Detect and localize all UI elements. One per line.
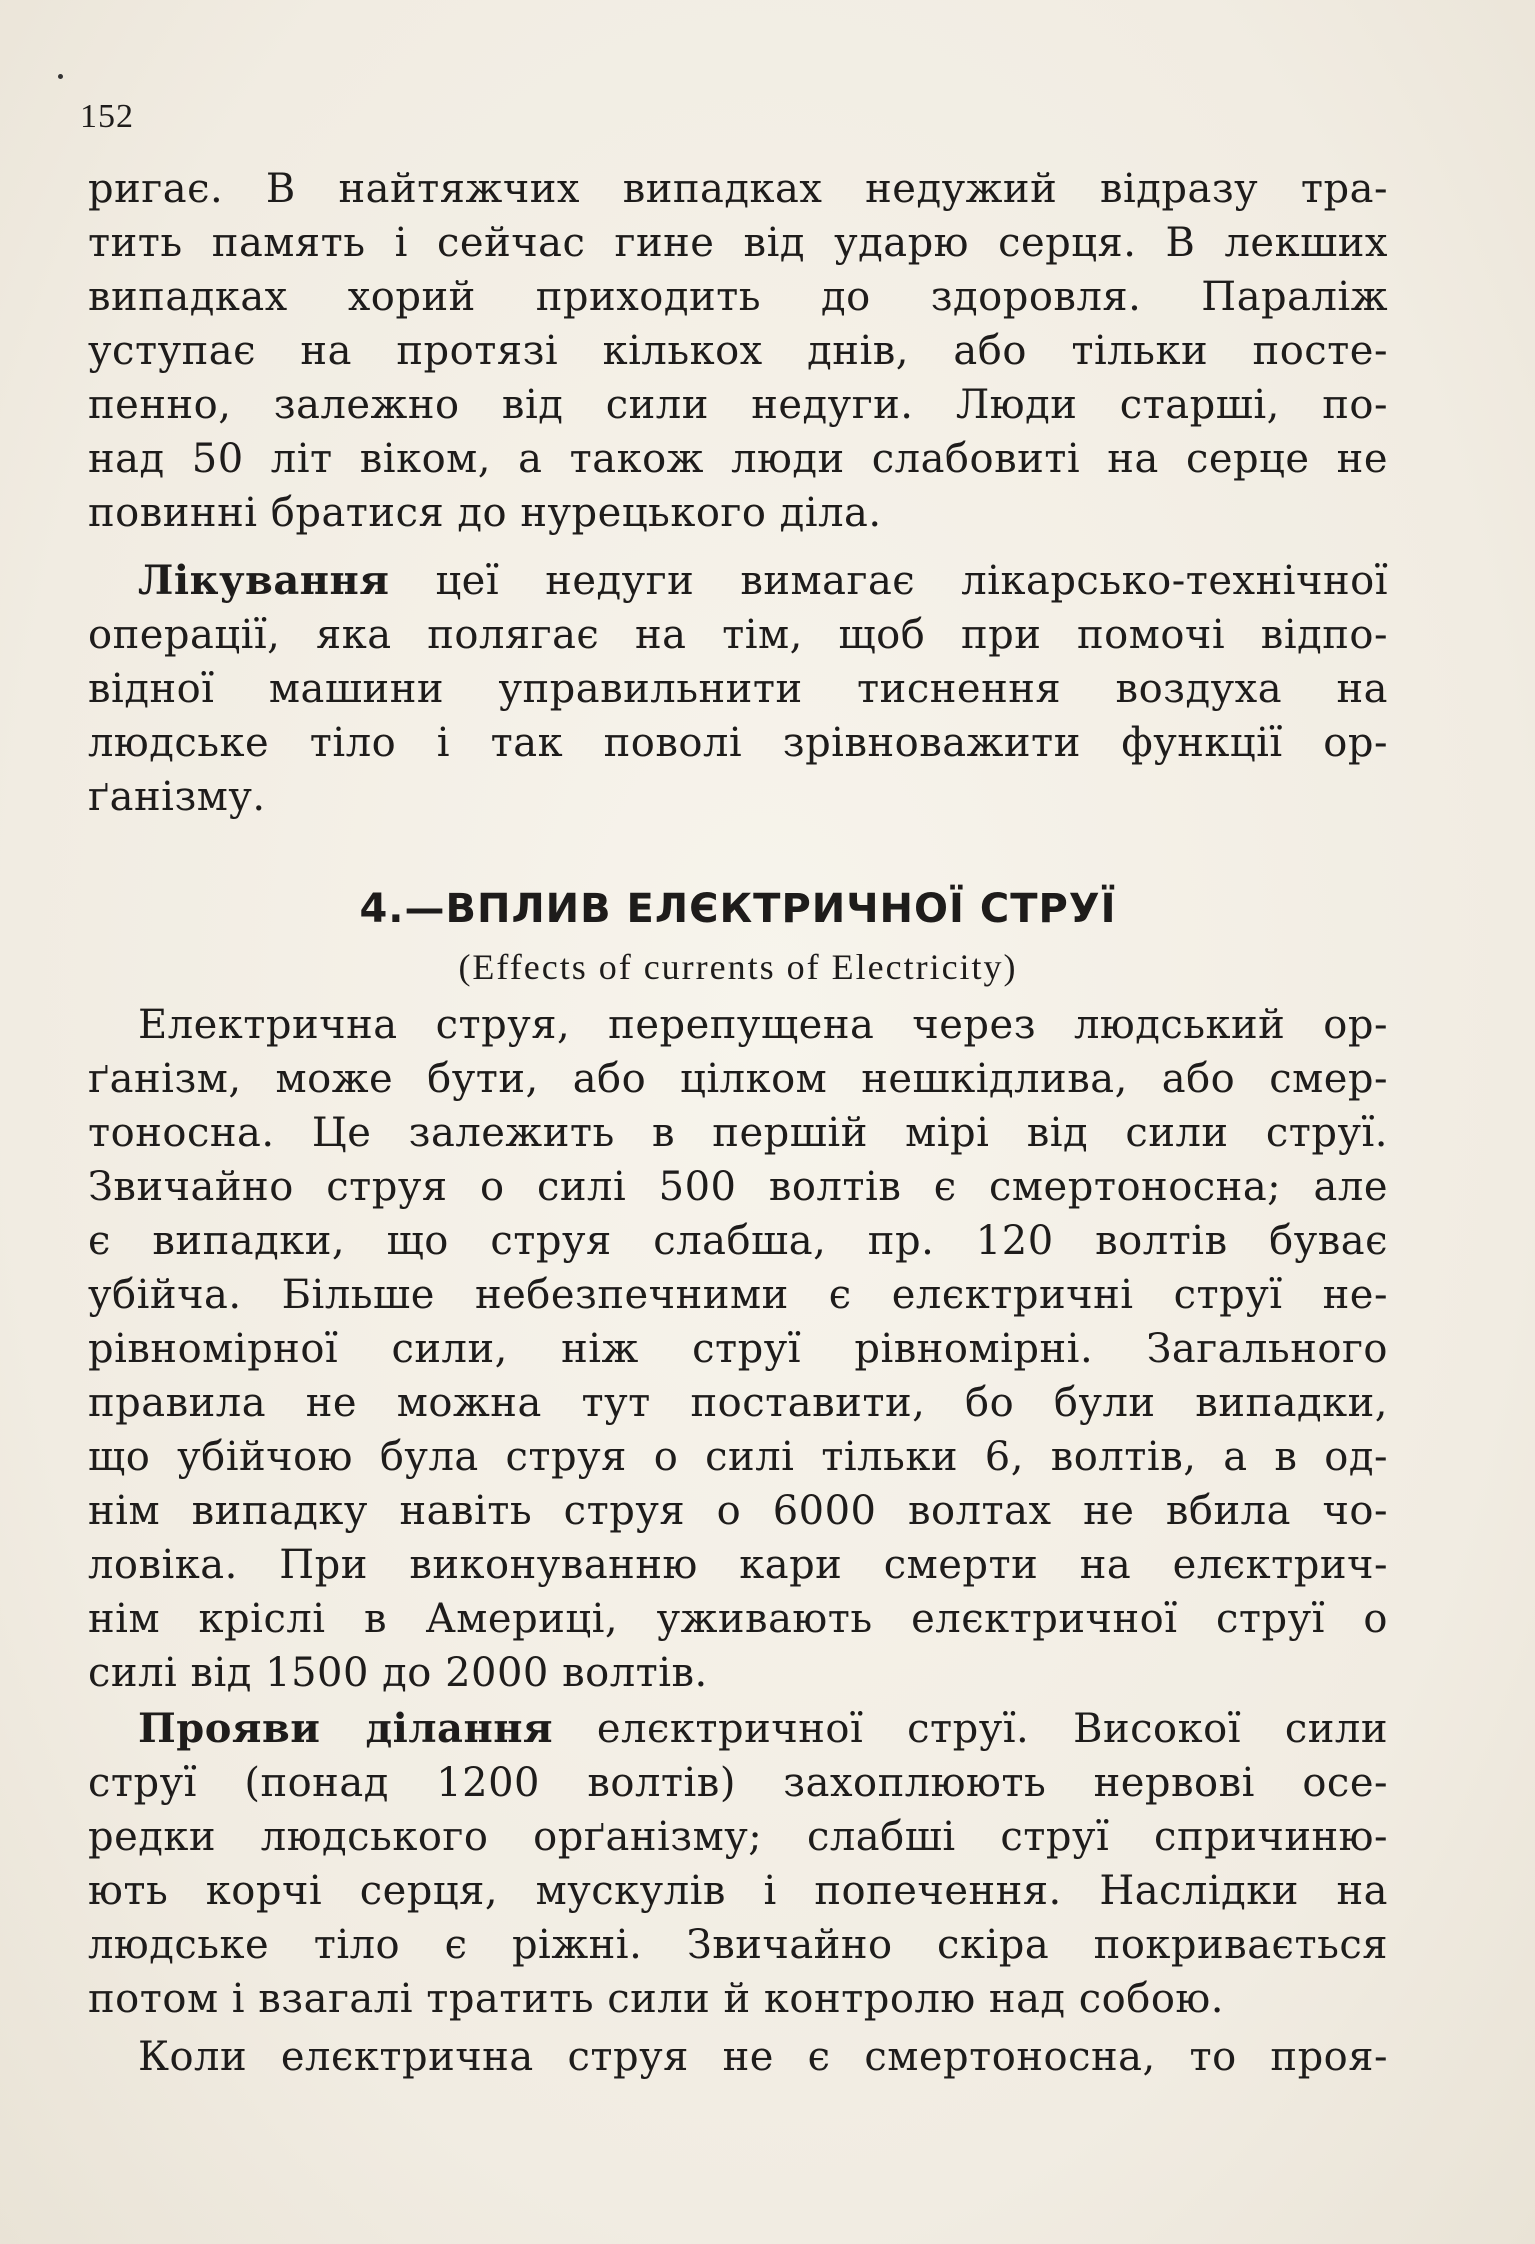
text-line: над 50 літ віком, а також люди слабовиті на серце не — [88, 436, 1388, 482]
text-fragment: цеї недуги вимагає лікарсько-технічної — [389, 558, 1388, 604]
text-line: людське тіло є ріжні. Звичайно скіра покривається — [88, 1922, 1388, 1968]
bold-lead: Прояви ділання — [138, 1705, 554, 1752]
paragraph-4 — [88, 1702, 1388, 2026]
text-line: відної машини управильнити тиснення воздуха на — [88, 666, 1388, 712]
text-line: рівномірної сили, ніж струї рівномірні. Загального — [88, 1326, 1388, 1372]
text-line: що убійчою була струя о силі тільки 6, волтів, а в од- — [88, 1434, 1388, 1480]
text-line — [88, 554, 1388, 608]
text-line: нім випадку навіть струя о 6000 волтах не вбила чо- — [88, 1488, 1388, 1534]
page-number: 152 — [80, 98, 134, 135]
text-line: пенно, залежно від сили недуги. Люди старші, по- — [88, 382, 1388, 428]
section-subheading: (Effects of currents of Electricity) — [458, 947, 1018, 987]
print-speck — [58, 74, 63, 79]
bold-lead: Лікування — [138, 557, 390, 604]
text-line: тоносна. Це залежить в першій мірі від сили струї. — [88, 1110, 1388, 1156]
text-line: убійча. Більше небезпечними є елєктричні струї не- — [88, 1272, 1388, 1318]
text-line: Звичайно струя о силі 500 волтів є смертоносна; але — [88, 1164, 1388, 1210]
text-line: ґанізм, може бути, або цілком нешкідлива, або смер- — [88, 1056, 1388, 1102]
text-line: є випадки, що струя слабша, пр. 120 волтів буває — [88, 1218, 1388, 1264]
text-line: людське тіло і так поволі зрівноважити функції ор- — [88, 720, 1388, 766]
text-line: редки людського орґанізму; слабші струї спричиню- — [88, 1814, 1388, 1860]
section-heading: 4.—ВПЛИВ ЕЛЄКТРИЧНОЇ СТРУЇ — [359, 886, 1117, 932]
text-line: нім кріслі в Америці, уживають елєктричної струї о — [88, 1596, 1388, 1642]
text-line: повинні братися до нурецького діла. — [88, 490, 882, 536]
text-line: випадках хорий приходить до здоровля. Параліж — [88, 274, 1388, 320]
text-fragment: елєктричної струї. Високої сили — [553, 1706, 1388, 1752]
text-line: струї (понад 1200 волтів) захоплюють нервові осе- — [88, 1760, 1388, 1806]
text-line: ґанізму. — [88, 774, 266, 820]
text-line: ловіка. При виконуванню кари смерти на елєктрич- — [88, 1542, 1388, 1588]
text-line: ригає. В найтяжчих випадках недужий відразу тра- — [88, 166, 1388, 212]
paragraph-5 — [88, 2030, 1388, 2084]
paragraph-2 — [88, 554, 1388, 824]
paragraph-1 — [88, 162, 1388, 540]
text-line: Коли елєктрична струя не є смертоносна, то проя- — [138, 2034, 1388, 2080]
text-line: ють корчі серця, мускулів і попечення. Наслідки на — [88, 1868, 1388, 1914]
text-line: потом і взагалі тратить сили й контролю над собою. — [88, 1976, 1224, 2022]
text-line: правила не можна тут поставити, бо були випадки, — [88, 1380, 1388, 1426]
text-line: уступає на протязі кількох днів, або тільки посте- — [88, 328, 1388, 374]
text-line — [88, 1702, 1388, 1756]
text-line: силі від 1500 до 2000 волтів. — [88, 1650, 708, 1696]
text-line: операції, яка полягає на тім, щоб при помочі відпо- — [88, 612, 1388, 658]
paragraph-3 — [88, 998, 1388, 1700]
text-line: Електрична струя, перепущена через людський ор- — [138, 1002, 1388, 1048]
text-line: тить память і сейчас гине від ударю серця. В лекших — [88, 220, 1388, 266]
